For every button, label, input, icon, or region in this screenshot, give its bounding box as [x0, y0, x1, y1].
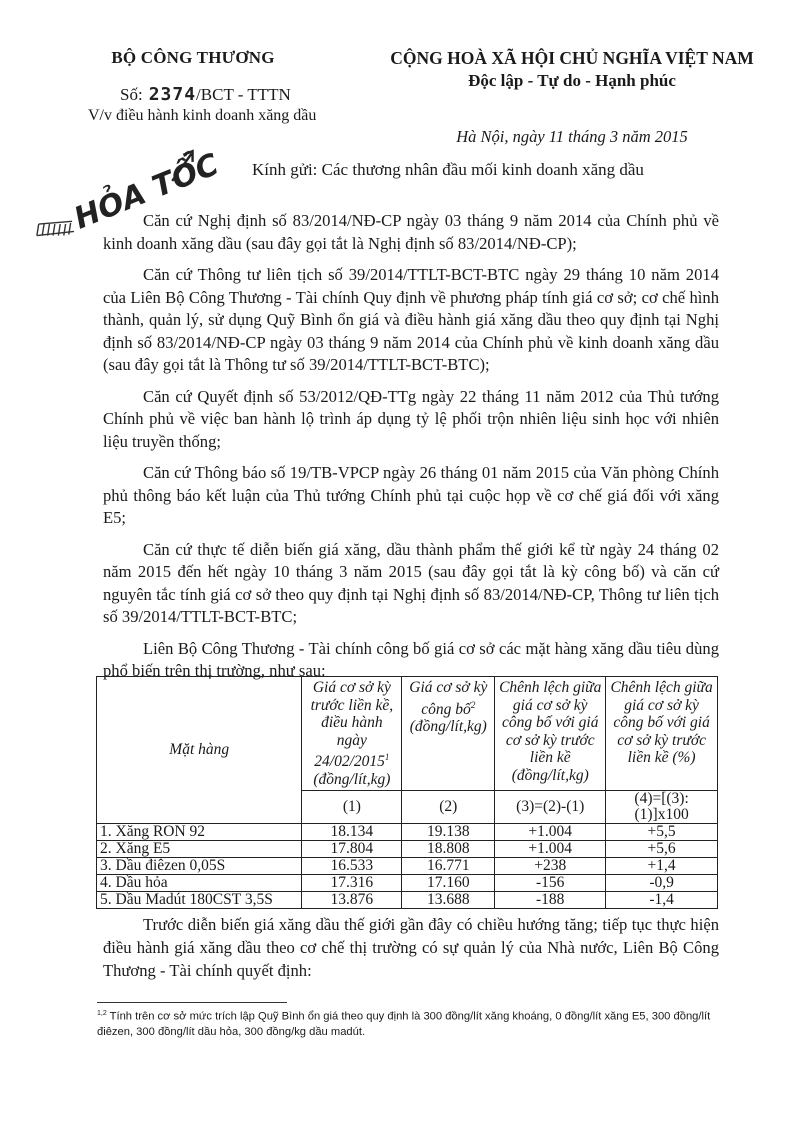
- header-prev-price-unit: (đồng/lít,kg): [313, 770, 391, 788]
- footnote-divider: [97, 1002, 287, 1003]
- header-curr-price-text: Giá cơ sở kỳ công bố: [409, 679, 488, 718]
- closing-paragraph: Trước diễn biến giá xăng dầu thế giới gần đây có chiều hướng tăng; tiếp tục thực hiện điều hành giá xăng dầu theo cơ chế thị trường có sự quản lý của Nhà nước, Liên Bộ Công Thương - Tài chính quyết định:: [103, 915, 719, 980]
- row-item: 5. Dầu Madút 180CST 3,5S: [97, 892, 302, 909]
- stamp-text: HỎA TỐC: [69, 147, 224, 237]
- document-subject: V/v điều hành kinh doanh xăng dầu: [88, 107, 317, 124]
- price-table: [96, 676, 718, 909]
- document-number: [120, 84, 368, 105]
- colnum-4: (4)=[(3):(1)]x100: [606, 791, 718, 824]
- colnum-2: (2): [402, 791, 495, 824]
- row-prev: 18.134: [302, 824, 402, 841]
- table-row: [97, 858, 718, 875]
- table-row: [97, 875, 718, 892]
- row-pct: +1,4: [606, 858, 718, 875]
- national-title: CỘNG HOÀ XÃ HỘI CHỦ NGHĨA VIỆT NAM: [390, 48, 754, 68]
- row-prev: 16.533: [302, 858, 402, 875]
- footnote-text: Tính trên cơ sở mức trích lập Quỹ Bình ổn giá theo quy định là 300 đồng/lít xăng khoáng, 0 đồng/lít xăng E5, 300 đồng/lít điêzen, 300 đồng/lít dầu hỏa, 300 đồng/kg dầu madút.: [97, 1010, 711, 1038]
- footnote-ref-1: 1: [384, 752, 390, 762]
- national-motto: Độc lập - Tự do - Hạnh phúc: [468, 71, 676, 90]
- row-prev: 13.876: [302, 892, 402, 909]
- colnum-1: (1): [302, 791, 402, 824]
- header-curr-price: [402, 677, 495, 791]
- row-pct: +5,5: [606, 824, 718, 841]
- document-number-prefix: Số:: [120, 85, 143, 104]
- row-item: 2. Xăng E5: [97, 841, 302, 858]
- row-pct: -1,4: [606, 892, 718, 909]
- row-diff: -156: [495, 875, 606, 892]
- row-pct: +5,6: [606, 841, 718, 858]
- footnote: [97, 1006, 725, 1040]
- paragraph-decision: Căn cứ Quyết định số 53/2012/QĐ-TTg ngày 22 tháng 11 năm 2012 của Thủ tướng Chính phủ về việc ban hành lộ trình áp dụng tỷ lệ phối trộn nhiên liệu sinh học với nhiên liệu truyền thống;: [103, 386, 719, 451]
- row-item: 1. Xăng RON 92: [97, 824, 302, 841]
- row-diff: +1.004: [495, 824, 606, 841]
- document-body: [103, 210, 719, 692]
- stamp-hatch-icon: [33, 212, 76, 246]
- row-curr: 16.771: [402, 858, 495, 875]
- row-diff: +238: [495, 858, 606, 875]
- header-pct: Chênh lệch giữa giá cơ sở kỳ công bố với giá cơ sở kỳ trước liền kề (%): [606, 677, 718, 791]
- row-curr: 17.160: [402, 875, 495, 892]
- row-pct: -0,9: [606, 875, 718, 892]
- recipient-line: Kính gửi: Các thương nhân đầu mối kinh doanh xăng dầu: [252, 160, 644, 179]
- paragraph-decree: Căn cứ Nghị định số 83/2014/NĐ-CP ngày 03 tháng 9 năm 2014 của Chính phủ về kinh doanh xăng dầu (sau đây gọi tắt là Nghị định số 83/2014/NĐ-CP);: [103, 211, 719, 253]
- paragraph-announcement: Liên Bộ Công Thương - Tài chính công bố giá cơ sở các mặt hàng xăng dầu tiêu dùng phổ biến trên thị trường, như sau:: [103, 638, 719, 680]
- header-left: [78, 48, 368, 125]
- footnote-ref-2: 2: [470, 699, 476, 710]
- row-curr: 13.688: [402, 892, 495, 909]
- issuing-organization: BỘ CÔNG THƯƠNG: [111, 48, 275, 67]
- row-curr: 18.808: [402, 841, 495, 858]
- paragraph-market: Căn cứ thực tế diễn biến giá xăng, dầu thành phẩm thế giới kể từ ngày 24 tháng 02 năm 2015 đến hết ngày 10 tháng 3 năm 2015 (sau đây gọi tắt là kỳ công bố) và căn cứ nguyên tắc tính giá cơ sở theo quy định tại Nghị định số 83/2014/NĐ-CP, Thông tư liên tịch số 39/2014/TTLT-BCT-BTC;: [103, 539, 719, 626]
- row-diff: -188: [495, 892, 606, 909]
- header-right: [362, 48, 782, 147]
- paragraph-notice: Căn cứ Thông báo số 19/TB-VPCP ngày 26 tháng 01 năm 2015 của Văn phòng Chính phủ thông báo kết luận của Thủ tướng Chính phủ tại cuộc họp về cơ chế giá đối với xăng E5;: [103, 463, 719, 527]
- table-header-row: [97, 677, 718, 791]
- row-item: 3. Dầu điêzen 0,05S: [97, 858, 302, 875]
- row-diff: +1.004: [495, 841, 606, 858]
- row-prev: 17.316: [302, 875, 402, 892]
- header-curr-price-unit: (đồng/lít,kg): [409, 718, 487, 736]
- footnote-marker: 1,2: [97, 1010, 107, 1017]
- document-number-handwritten: 2374: [148, 84, 197, 105]
- document-date: Hà Nội, ngày 11 tháng 3 năm 2015: [456, 127, 688, 146]
- table-row: [97, 841, 718, 858]
- row-curr: 19.138: [402, 824, 495, 841]
- colnum-3: (3)=(2)-(1): [495, 791, 606, 824]
- paragraph-circular: Căn cứ Thông tư liên tịch số 39/2014/TTLT-BCT-BTC ngày 29 tháng 10 năm 2014 của Liên Bộ Công Thương - Tài chính Quy định về phương pháp tính giá cơ sở; cơ chế hình thành, quản lý, sử dụng Quỹ Bình ổn giá và điều hành giá xăng dầu theo quy định tại Nghị định số 83/2014/NĐ-CP ngày 03 tháng 9 năm 2014 của Chính phủ về kinh doanh xăng dầu (sau đây gọi tắt là Thông tư số 39/2014/TTLT-BCT-BTC);: [103, 265, 719, 374]
- row-prev: 17.804: [302, 841, 402, 858]
- header-diff: Chênh lệch giữa giá cơ sở kỳ công bố với giá cơ sở kỳ trước liền kề (đồng/lít,kg): [495, 677, 606, 791]
- row-item: 4. Dầu hỏa: [97, 875, 302, 892]
- document-number-suffix: /BCT - TTTN: [196, 85, 291, 104]
- header-prev-price-text: Giá cơ sở kỳ trước liền kề, điều hành ngày 24/02/2015: [310, 679, 394, 771]
- table-row: [97, 892, 718, 909]
- header-item: Mặt hàng: [97, 677, 302, 824]
- table-row: [97, 824, 718, 841]
- header-prev-price: [302, 677, 402, 791]
